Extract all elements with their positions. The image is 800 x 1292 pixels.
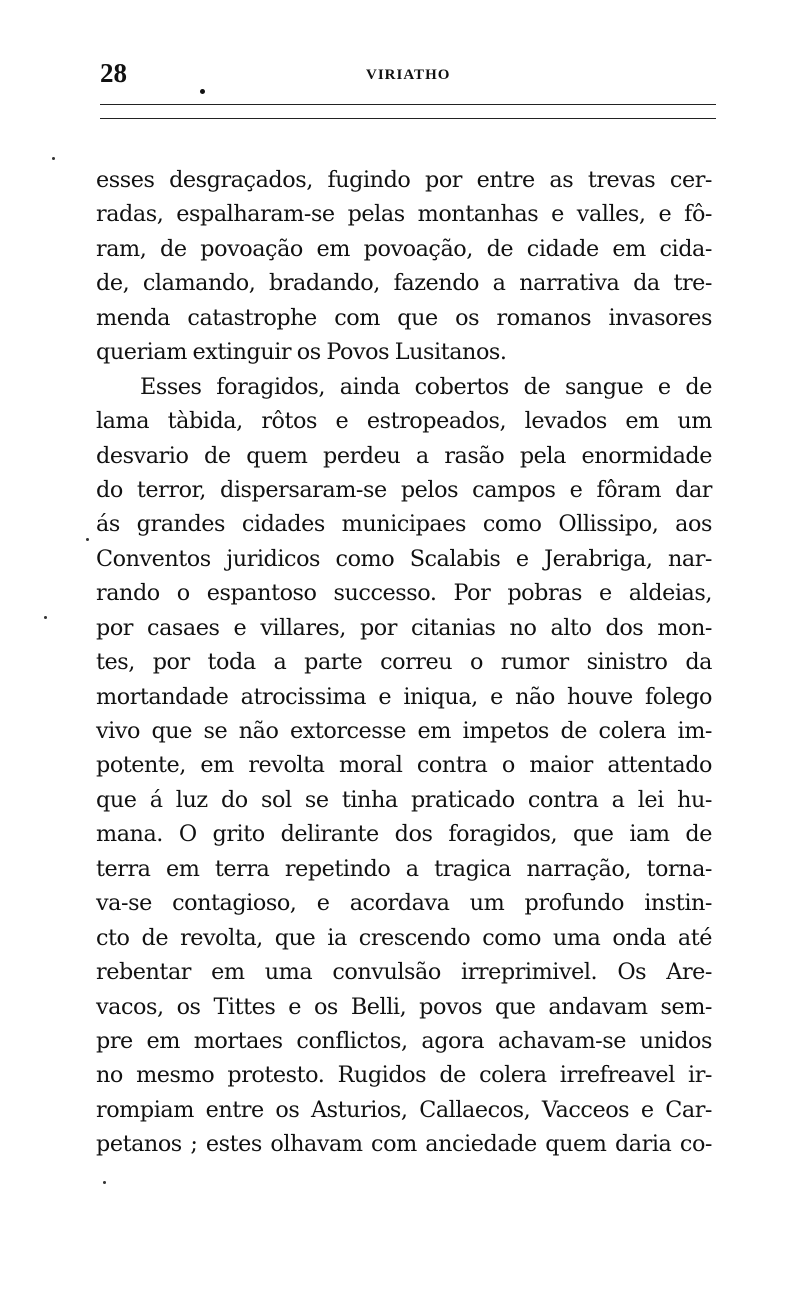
text-line: va-se contagioso, e acordava um profundo instin- [96,890,712,917]
text-line: cto de revolta, que ia crescendo como uma onda até [96,924,712,951]
ornament-dot [200,89,205,94]
header-rule-top [100,104,716,105]
text-line: rebentar em uma convulsão irreprimivel. Os Are- [96,959,712,986]
paragraph-first-line: Esses foragidos, ainda cobertos de sangue e de [140,373,712,400]
print-speck [52,157,55,160]
text-line: do terror, dispersaram-se pelos campos e fôram dar [96,476,712,503]
text-line: desvario de quem perdeu a rasão pela enormidade [96,442,712,469]
text-line: radas, espalharam-se pelas montanhas e valles, e fô- [96,201,712,228]
text-line: rompiam entre os Asturios, Callaecos, Vacceos e Car- [96,1096,712,1123]
text-line: vacos, os Tittes e os Belli, povos que andavam sem- [96,993,712,1020]
text-line: petanos ; estes olhavam com anciedade quem daria co- [96,1131,712,1158]
print-speck [86,538,89,541]
text-line: no mesmo protesto. Rugidos de colera irrefreavel ir- [96,1062,712,1089]
text-line: de, clamando, bradando, fazendo a narrativa da tre- [96,270,712,297]
text-line: ram, de povoação em povoação, de cidade em cida- [96,235,712,262]
text-line: menda catastrophe com que os romanos invasores [96,304,712,331]
text-line: lama tàbida, rôtos e estropeados, levados em um [96,408,712,435]
text-line: por casaes e villares, por citanias no alto dos mon- [96,614,712,641]
print-speck [44,616,47,619]
text-line: queriam extinguir os Povos Lusitanos. [96,339,507,366]
text-line: potente, em revolta moral contra o maior attentado [96,752,712,779]
text-line: que á luz do sol se tinha praticado contra a lei hu- [96,786,712,813]
header-rule-bottom [100,118,716,119]
text-line: vivo que se não extorcesse em impetos de colera im- [96,718,712,744]
text-line: terra em terra repetindo a tragica narração, torna- [96,855,712,882]
text-line: ás grandes cidades municipaes como Ollissipo, aos [96,511,712,538]
text-line: tes, por toda a parte correu o rumor sinistro da [96,649,712,676]
body-text [96,163,712,1162]
page-number: 28 [100,58,127,88]
print-speck [103,1181,106,1184]
running-head [100,58,716,92]
running-title: VIRIATHO [366,67,451,83]
text-line: rando o espantoso successo. Por pobras e aldeias, [96,580,712,607]
text-line: mortandade atrocissima e iniqua, e não houve folego [96,683,712,710]
text-line: Conventos juridicos como Scalabis e Jerabriga, nar- [96,545,712,572]
text-line: mana. O grito delirante dos foragidos, que iam de [96,821,712,848]
text-line: esses desgraçados, fugindo por entre as trevas cer- [96,167,712,193]
text-line: pre em mortaes conflictos, agora achavam-se unidos [96,1027,712,1054]
